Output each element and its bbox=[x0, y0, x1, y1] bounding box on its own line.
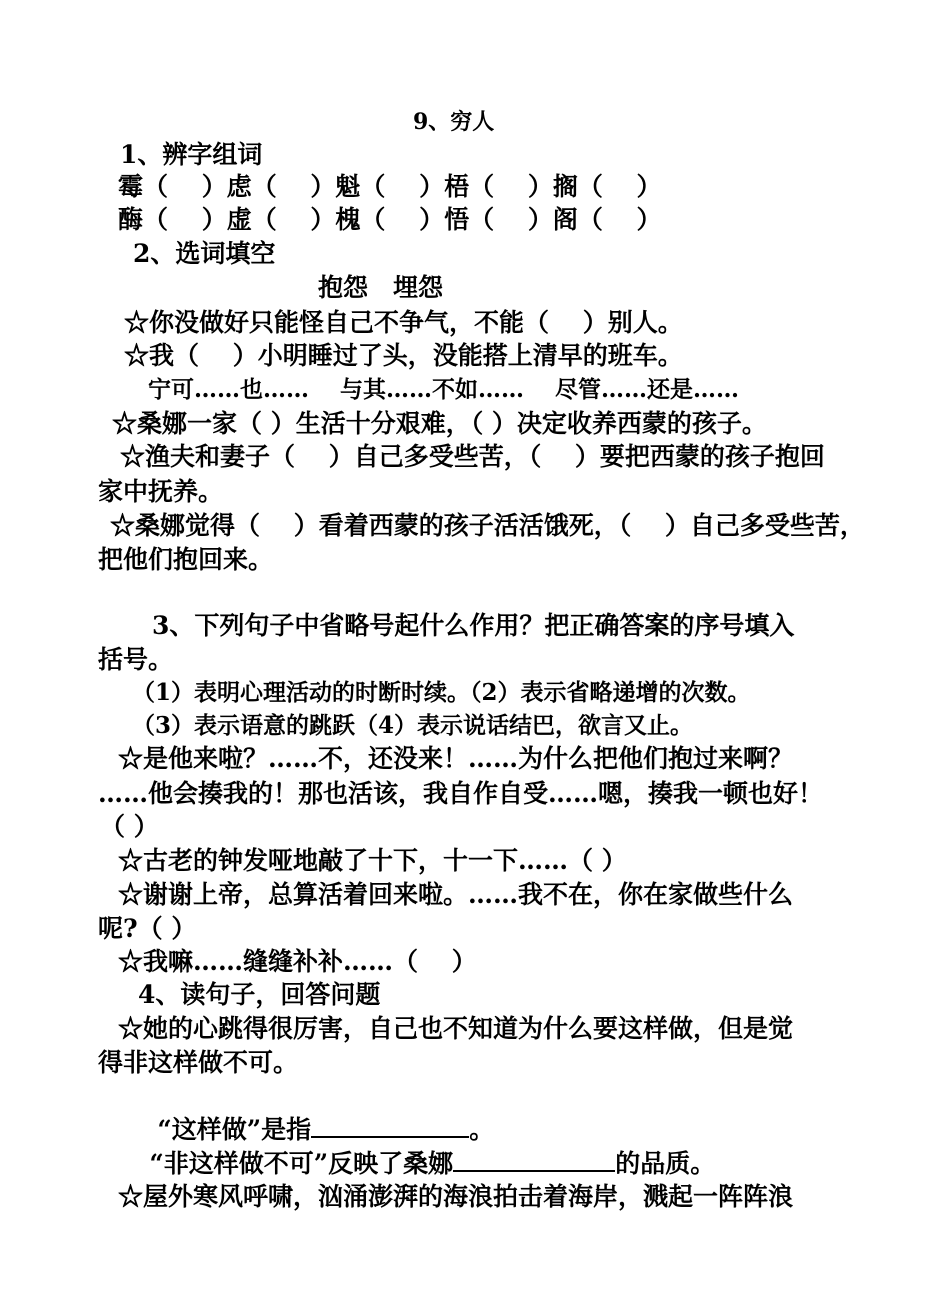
q4-sentence-2: ☆屋外寒风呼啸，汹涌澎湃的海浪拍击着海岸，溅起一阵阵浪 bbox=[118, 1182, 794, 1211]
q4-answer-1-prefix: “这样做”是指 bbox=[157, 1115, 312, 1144]
answer-blank-2[interactable] bbox=[453, 1146, 615, 1172]
q2-sentence-4b: 家中抚养。 bbox=[98, 477, 224, 506]
q1-row2: 酶（ ）虚（ ）槐（ ）悟（ ）阁（ ） bbox=[118, 205, 662, 234]
q3-options-2: （3）表示语意的跳跃（4）表示说话结巴，欲言又止。 bbox=[132, 712, 694, 739]
q1-heading: 1、辨字组词 bbox=[120, 140, 263, 169]
q4-sentence-1b: 得非这样做不可。 bbox=[98, 1048, 299, 1077]
q2-sentence-3: ☆桑娜一家（ ）生活十分艰难，（ ）决定收养西蒙的孩子。 bbox=[112, 409, 767, 438]
q3-sentence-2: ☆古老的钟发哑地敲了十下，十一下……（ ） bbox=[118, 846, 627, 875]
q3-sentence-3b: 呢?（ ） bbox=[98, 914, 197, 943]
q2-conj-choices: 宁可……也…… 与其……不如…… 尽管……还是…… bbox=[148, 376, 740, 403]
q4-heading: 4、读句子，回答问题 bbox=[138, 980, 381, 1009]
q2-sentence-4a: ☆渔夫和妻子（ ）自己多受些苦，（ ）要把西蒙的孩子抱回 bbox=[120, 442, 825, 471]
q4-answer-1-suffix: 。 bbox=[469, 1115, 495, 1144]
q2-sentence-5b: 把他们抱回来。 bbox=[98, 545, 274, 574]
q2-heading: 2、选词填空 bbox=[133, 239, 276, 268]
q3-options-1: （1）表明心理活动的时断时续。（2）表示省略递增的次数。 bbox=[132, 679, 751, 706]
q2-sentence-1: ☆你没做好只能怪自己不争气，不能（ ）别人。 bbox=[124, 308, 683, 337]
q3-sentence-1a: ☆是他来啦？……不，还没来！……为什么把他们抱过来啊？ bbox=[118, 744, 794, 773]
page-title: 9、穷人 bbox=[413, 109, 495, 135]
q3-heading-a: 3、下列句子中省略号起什么作用？把正确答案的序号填入 bbox=[152, 611, 795, 640]
q3-sentence-1b: ……他会揍我的！那也活该，我自作自受……嗯，揍我一顿也好！ bbox=[98, 779, 824, 808]
q3-heading-b: 括号。 bbox=[98, 645, 174, 674]
q4-answer-2-suffix: 的品质。 bbox=[615, 1149, 716, 1178]
q2-word-choices: 抱怨 埋怨 bbox=[318, 273, 444, 302]
q3-sentence-1c: （ ） bbox=[100, 812, 159, 841]
q2-sentence-5a: ☆桑娜觉得（ ）看着西蒙的孩子活活饿死，（ ）自己多受些苦， bbox=[110, 511, 865, 540]
q4-answer-2-prefix: “非这样做不可”反映了桑娜 bbox=[149, 1149, 454, 1178]
q3-sentence-3a: ☆谢谢上帝，总算活着回来啦。……我不在，你在家做些什么 bbox=[118, 880, 794, 909]
q2-sentence-2: ☆我（ ）小明睡过了头，没能搭上清早的班车。 bbox=[124, 341, 683, 370]
q4-sentence-1a: ☆她的心跳得很厉害，自己也不知道为什么要这样做，但是觉 bbox=[118, 1014, 794, 1043]
q1-row1: 霉（ ）虑（ ）魁（ ）梧（ ）搁（ ） bbox=[118, 172, 662, 201]
q4-answer-2 bbox=[132, 1114, 715, 1180]
q3-sentence-4: ☆我嘛……缝缝补补……（ ） bbox=[118, 947, 477, 976]
